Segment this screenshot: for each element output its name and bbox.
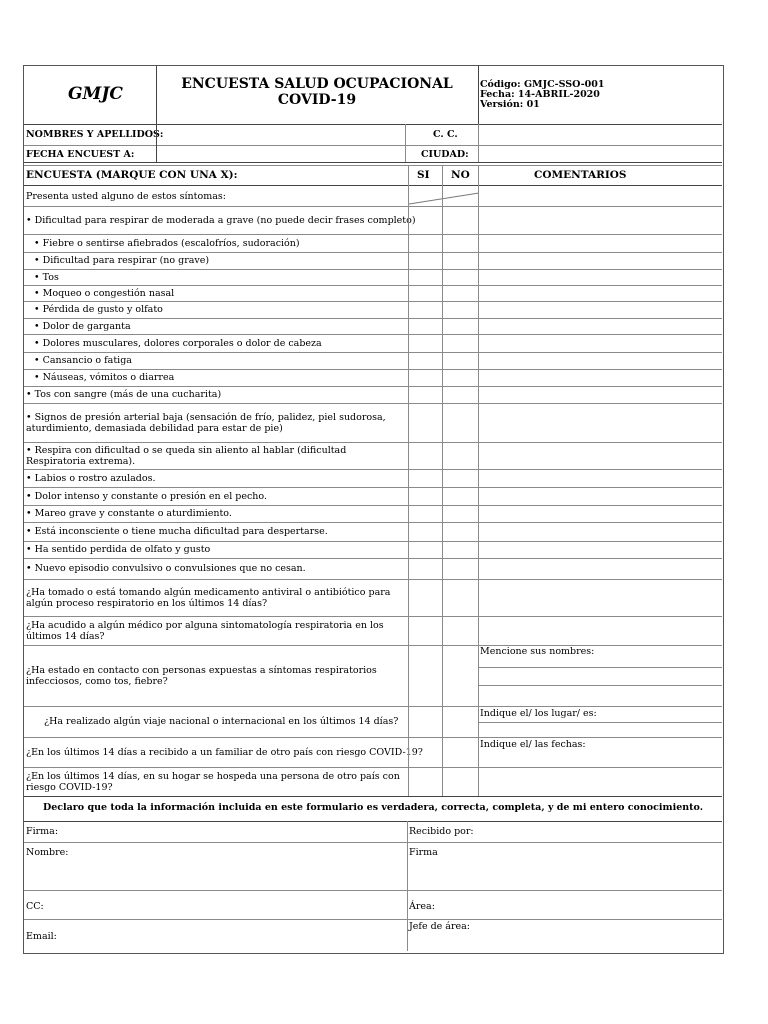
question-text: • Dolor de garganta (34, 320, 131, 332)
answer-yes-cell[interactable] (409, 369, 442, 386)
answer-no-cell[interactable] (443, 386, 476, 403)
answer-no-cell[interactable] (443, 234, 476, 252)
question-text: • Nuevo episodio convulsivo o convulsiones que no cesan. (26, 563, 306, 574)
answer-no-cell[interactable] (443, 541, 476, 558)
column-divider (407, 821, 408, 951)
name-label: Nombre: (26, 847, 69, 858)
cc-label: CC: (26, 901, 44, 912)
row-divider (478, 667, 722, 668)
row-divider (24, 162, 722, 163)
answer-yes-cell[interactable] (409, 334, 442, 352)
city-label: CIUDAD: (421, 149, 469, 160)
answer-no-cell[interactable] (443, 558, 476, 579)
form-date: Fecha: 14-ABRIL-2020 (480, 89, 600, 100)
names-label: NOMBRES Y APELLIDOS: (26, 129, 164, 140)
comment-prompt-places: Indique el/ los lugar/ es: (480, 708, 597, 719)
question-text: • Pérdida de gusto y olfato (34, 304, 163, 315)
row-divider (24, 505, 722, 506)
question-text: • Ha sentido perdida de olfato y gusto (26, 544, 211, 555)
row-divider (24, 522, 722, 523)
answer-no-cell[interactable] (443, 442, 476, 469)
answer-yes-cell[interactable] (409, 269, 442, 285)
row-divider (24, 252, 722, 253)
question-text: ¿En los últimos 14 días, en su hogar se hospeda una persona de otro país con riesgo COVID-19? (26, 770, 400, 793)
row-divider (24, 919, 722, 920)
row-divider (478, 722, 722, 723)
column-divider (478, 165, 479, 796)
column-divider (156, 66, 157, 162)
question-text: • Labios o rostro azulados. (26, 472, 156, 484)
answer-yes-cell[interactable] (409, 645, 442, 706)
row-divider (24, 487, 722, 488)
answer-yes-cell[interactable] (409, 301, 442, 318)
answer-yes-cell[interactable] (409, 579, 442, 616)
question-text: • Está inconsciente o tiene mucha dificultad para despertarse. (26, 526, 328, 537)
intro-cross-line (409, 190, 479, 206)
email-label: Email: (26, 931, 57, 942)
no-column-header: NO (451, 169, 470, 181)
question-text: • Moqueo o congestión nasal (34, 287, 175, 299)
answer-yes-cell[interactable] (409, 487, 442, 505)
row-divider (24, 890, 722, 891)
form-title: ENCUESTA SALUD OCUPACIONAL COVID-19 (181, 76, 453, 108)
answer-yes-cell[interactable] (409, 234, 442, 252)
answer-no-cell[interactable] (443, 285, 476, 301)
answer-no-cell[interactable] (443, 579, 476, 616)
row-divider (24, 301, 722, 302)
row-divider (24, 403, 722, 404)
answer-yes-cell[interactable] (409, 558, 442, 579)
question-text: • Náuseas, vómitos o diarrea (34, 372, 175, 383)
answer-no-cell[interactable] (443, 505, 476, 522)
row-divider (24, 234, 722, 235)
row-divider (24, 469, 722, 470)
survey-form (23, 65, 724, 954)
answer-yes-cell[interactable] (409, 505, 442, 522)
answer-yes-cell[interactable] (409, 616, 442, 645)
answer-no-cell[interactable] (443, 352, 476, 369)
column-divider (478, 124, 479, 162)
area-head-label: Jefe de área: (409, 921, 471, 932)
answer-yes-cell[interactable] (409, 206, 442, 234)
row-divider (24, 285, 722, 286)
answer-no-cell[interactable] (443, 334, 476, 352)
question-text: ¿Ha acudido a algún médico por alguna sintomatología respiratoria en los últimos 14 días? (26, 619, 384, 642)
row-divider (24, 206, 722, 207)
yes-column-header: SI (417, 169, 430, 181)
comment-prompt-names: Mencione sus nombres: (480, 646, 595, 657)
answer-no-cell[interactable] (443, 301, 476, 318)
comments-column-header: COMENTARIOS (534, 169, 627, 181)
answer-no-cell[interactable] (443, 269, 476, 285)
answer-no-cell[interactable] (443, 645, 476, 706)
answer-no-cell[interactable] (443, 706, 476, 737)
area-label: Área: (409, 901, 435, 912)
answer-no-cell[interactable] (443, 206, 476, 234)
question-text: • Fiebre o sentirse afiebrados (escalofríos, sudoración) (34, 237, 300, 249)
question-text: ¿Ha realizado algún viaje nacional o internacional en los últimos 14 días? (44, 716, 399, 727)
comment-prompt-dates: Indique el/ las fechas: (480, 739, 586, 750)
row-divider (24, 165, 722, 166)
date-field[interactable] (157, 146, 405, 162)
question-text: • Respira con dificultad o se queda sin aliento al hablar (dificultad Respiratoria extrema). (26, 444, 347, 467)
row-divider (24, 737, 478, 738)
question-text: • Tos (34, 271, 59, 283)
form-code: Código: GMJC-SSO-001 (480, 79, 605, 90)
receiver-signature-label: Firma (409, 847, 438, 858)
answer-yes-cell[interactable] (409, 352, 442, 369)
answer-no-cell[interactable] (443, 252, 476, 269)
id-field[interactable] (479, 125, 723, 145)
date-label: FECHA ENCUEST A: (26, 149, 135, 160)
row-divider (478, 737, 722, 738)
answer-yes-cell[interactable] (409, 386, 442, 403)
names-field[interactable] (157, 125, 405, 145)
row-divider (24, 124, 722, 125)
answer-yes-cell[interactable] (409, 285, 442, 301)
column-divider (408, 165, 409, 796)
row-divider (478, 685, 722, 686)
answer-no-cell[interactable] (443, 318, 476, 334)
row-divider (24, 842, 722, 843)
answer-no-cell[interactable] (443, 487, 476, 505)
answer-no-cell[interactable] (443, 737, 476, 767)
declaration-text: Declaro que toda la información incluida en este formulario es verdadera, correcta, completa, y de mi entero conocimiento. (42, 802, 704, 813)
question-text: • Dolores musculares, dolores corporales o dolor de cabeza (34, 337, 322, 349)
column-divider (405, 124, 406, 162)
row-divider (24, 541, 722, 542)
answer-yes-cell[interactable] (409, 767, 442, 796)
row-divider (24, 706, 722, 707)
answer-yes-cell[interactable] (409, 403, 442, 442)
answer-no-cell[interactable] (443, 369, 476, 386)
received-by-label: Recibido por: (409, 826, 474, 837)
answer-yes-cell[interactable] (409, 522, 442, 541)
column-divider (442, 165, 443, 796)
answer-yes-cell[interactable] (409, 541, 442, 558)
row-divider (24, 318, 722, 319)
row-divider (24, 579, 722, 580)
answer-no-cell[interactable] (443, 767, 476, 796)
question-text: • Dificultad para respirar de moderada a grave (no puede decir frases completo) (26, 214, 416, 226)
row-divider (24, 185, 722, 186)
column-divider (478, 66, 479, 124)
answer-yes-cell[interactable] (409, 737, 442, 767)
row-divider (24, 558, 722, 559)
answer-yes-cell[interactable] (409, 252, 442, 269)
answer-yes-cell[interactable] (409, 442, 442, 469)
company-logo: GMJC (68, 84, 123, 104)
answer-no-cell[interactable] (443, 403, 476, 442)
form-version: Versión: 01 (480, 99, 540, 110)
row-divider (24, 145, 722, 146)
question-text: • Signos de presión arterial baja (sensación de frío, palidez, piel sudorosa, aturdimiento, demasiada debilidad para estar de pie) (26, 411, 386, 434)
question-text: • Tos con sangre (más de una cucharita) (26, 389, 222, 400)
city-field[interactable] (479, 146, 723, 162)
question-text: ¿En los últimos 14 días a recibido a un familiar de otro país con riesgo COVID-19? (26, 746, 423, 758)
question-text: ¿Ha tomado o está tomando algún medicamento antiviral o antibiótico para algún proceso respiratorio en los últimos 14 días? (26, 586, 391, 609)
row-divider (24, 645, 722, 646)
row-divider (24, 821, 722, 822)
survey-heading: ENCUESTA (MARQUE CON UNA X): (26, 169, 238, 181)
answer-no-cell[interactable] (443, 522, 476, 541)
row-divider (24, 616, 722, 617)
row-divider (24, 352, 722, 353)
row-divider (24, 796, 722, 797)
question-text: • Mareo grave y constante o aturdimiento. (26, 508, 232, 519)
answer-yes-cell[interactable] (409, 706, 442, 737)
id-label: C. C. (433, 129, 458, 140)
question-text: • Dificultad para respirar (no grave) (34, 255, 210, 266)
answer-no-cell[interactable] (443, 469, 476, 487)
row-divider (24, 369, 722, 370)
row-divider (24, 269, 722, 270)
question-text: • Dolor intenso y constante o presión en el pecho. (26, 490, 267, 502)
row-divider (24, 767, 722, 768)
answer-yes-cell[interactable] (409, 469, 442, 487)
signature-label: Firma: (26, 826, 59, 837)
row-divider (24, 334, 722, 335)
answer-yes-cell[interactable] (409, 318, 442, 334)
row-divider (24, 386, 722, 387)
question-text: ¿Ha estado en contacto con personas expuestas a síntomas respiratorios infecciosos, como tos, fiebre? (26, 664, 377, 687)
answer-no-cell[interactable] (443, 616, 476, 645)
symptoms-intro: Presenta usted alguno de estos síntomas: (26, 191, 226, 202)
row-divider (24, 442, 722, 443)
question-text: • Cansancio o fatiga (34, 355, 132, 366)
